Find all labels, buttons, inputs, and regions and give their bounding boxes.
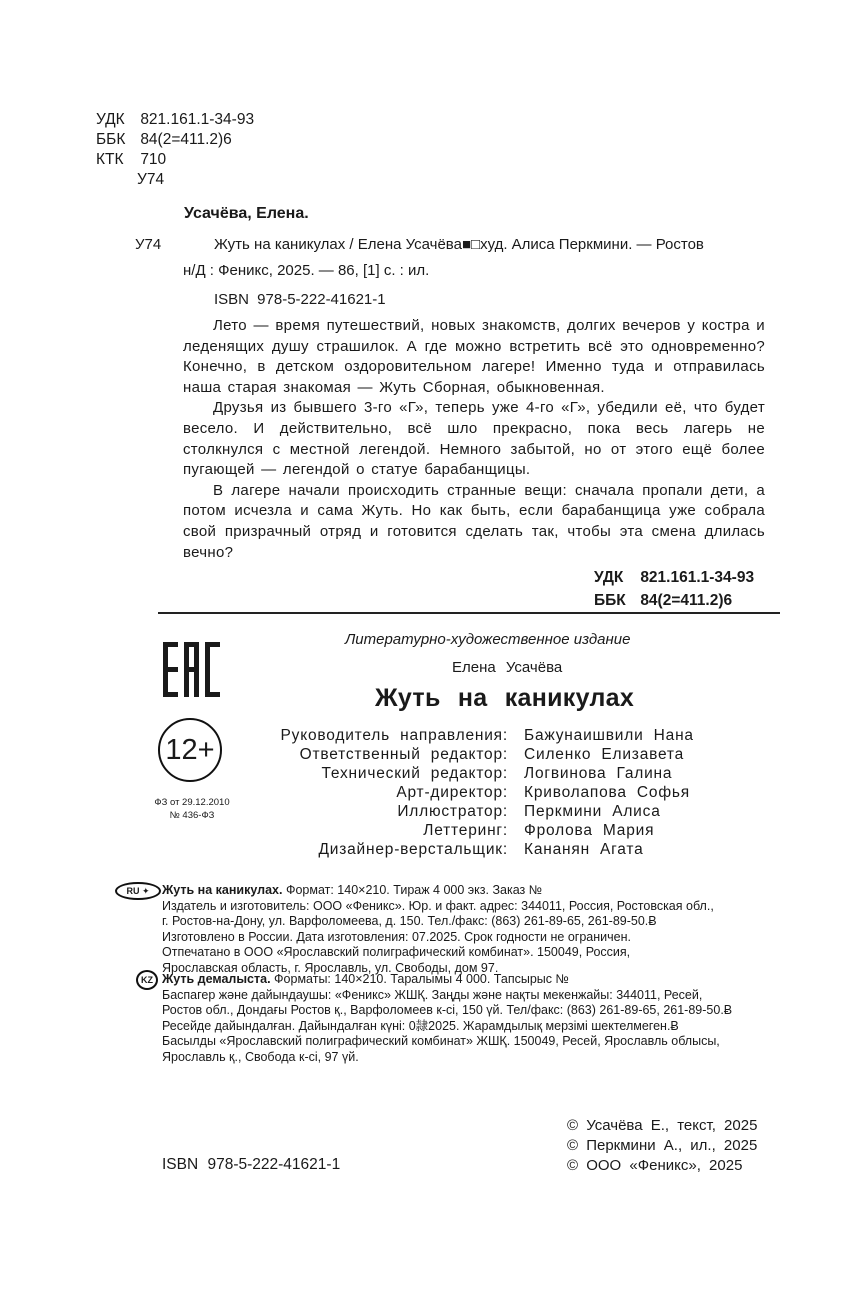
copyright-line: © Перкмини А., ил., 2025 (567, 1137, 758, 1154)
colophon-author: Елена Усачёва (452, 659, 563, 676)
card-isbn: ISBN 978-5-222-41621-1 (214, 291, 386, 308)
age-rating-text: 12+ (165, 733, 215, 766)
ktk-line: КТК 710 (96, 151, 167, 168)
age-law-note: ФЗ от 29.12.2010 № 436-ФЗ (154, 797, 230, 821)
udk-line: УДК 821.161.1-34-93 (96, 111, 255, 128)
udk-line: УДК 821.161.1-34-93 (594, 569, 755, 586)
credit-row: Ответственный редактор: Силенко Елизавета (299, 746, 685, 763)
annotation (183, 316, 765, 563)
kz-badge-icon: KZ (136, 970, 158, 990)
biblio-line-1: Жуть на каникулах / Елена Усачёва■□худ. Алиса Перкмини. — Ростов (214, 236, 704, 253)
credit-row: Иллюстратор: Перкмини Алиса (397, 803, 661, 820)
divider-rule (158, 612, 780, 614)
credit-row: Леттеринг: Фролова Мария (423, 822, 655, 839)
credit-row: Руководитель направления: Бажунаишвили Нана (280, 727, 694, 744)
annotation-paragraph: Лето — время путешествий, новых знакомств, долгих вечеров у костра и леденящих душу страшилок. А где можно встретить всё это одновременно? Конечно, в детском оздоровительном лагере! Именно туда и отправилась наша старая знакомая — Жуть Сборная, обыкновенная. (183, 317, 765, 396)
eac-mark-icon (163, 642, 221, 697)
imprint-ru: Жуть на каникулах. Формат: 140×210. Тираж 4 000 экз. Заказ № Издатель и изготовитель: ООО «Феникс». Юр. и факт. адрес: 344011, Россия, Ростовская обл., г. Ростов-на-Дону, ул. Варфоломеева, д. 150. Тел./факс: (863) 261-89-65, 261-89-50.Ƀ Изготовлено в России. Дата изготовления: 07.2025. Срок годности не ограничен. Отпечатано в ООО «Ярославский полиграфический комбинат». 150049, Россия, Ярославская область, г. Ярославль, ул. Свободы, дом 97. (162, 883, 714, 975)
classification-top (96, 110, 254, 190)
card-author-mark: У74 (135, 236, 162, 253)
edition-type: Литературно-художественное издание (345, 631, 631, 648)
biblio-line-2: н/Д : Феникс, 2025. — 86, [1] с. : ил. (183, 262, 430, 279)
imprint-kz-title: Жуть демалыста. (162, 972, 271, 986)
annotation-paragraph: Друзья из бывшего 3-го «Г», теперь уже 4-го «Г», убедили её, что будет весело. И действительно, всё шло прекрасно, пока весь лагерь не столкнулся с местной легендой. Немного забытой, но от этого ещё более пугающей — легендой о статуе барабанщицы. (183, 399, 765, 479)
bbk-line: ББК 84(2=411.2)6 (594, 592, 733, 609)
copyright-line: © Усачёва Е., текст, 2025 (567, 1117, 758, 1134)
book-title: Жуть на каникулах (375, 684, 635, 712)
isbn-bottom: ISBN 978-5-222-41621-1 (162, 1156, 341, 1173)
copyright-line: © ООО «Феникс», 2025 (567, 1157, 743, 1174)
classification-card (594, 566, 754, 612)
copyright-block (567, 1116, 757, 1176)
age-rating-badge (158, 718, 222, 782)
credits-list (250, 726, 694, 859)
imprint-ru-title: Жуть на каникулах. (162, 883, 283, 897)
credit-row: Дизайнер-верстальщик: Кананян Агата (318, 841, 644, 858)
bbk-line: ББК 84(2=411.2)6 (96, 131, 232, 148)
annotation-paragraph: В лагере начали происходить странные вещи: сначала пропали дети, а потом исчезла и сама Жуть. Но как быть, если барабанщица уже собрала свой призрачный отряд и готовится сделать так, чтобы эта смена длилась вечно? (183, 481, 765, 561)
imprint-kz: Жуть демалыста. Форматы: 140×210. Таралымы 4 000. Тапсырыс № Баспагер және дайындаушы: «Феникс» ЖШҚ. Заңды және нақты мекенжайы: 344011, Ресей, Ростов обл., Дондағы Ростов қ., Варфоломеев к-сі, 150 үй. Тел/факс: (863) 261-89-65, 261-89-50.Ƀ Ресейде дайындалған. Дайындалған күні: 0隷2025. Жарамдылық мерзімі шектелмеген.Ƀ Басылды «Ярославский полиграфический комбинат» ЖШҚ. 150049, Ресей, Ярославль облысы, Ярославль қ., Свобода к-сі, 97 үй. (162, 972, 733, 1064)
author-mark: У74 (137, 171, 165, 188)
credit-row: Технический редактор: Логвинова Галина (321, 765, 673, 782)
ru-badge-icon: RU ✦ (115, 882, 161, 900)
credit-row: Арт-директор: Криволапова Софья (396, 784, 690, 801)
author-heading: Усачёва, Елена. (184, 205, 309, 222)
